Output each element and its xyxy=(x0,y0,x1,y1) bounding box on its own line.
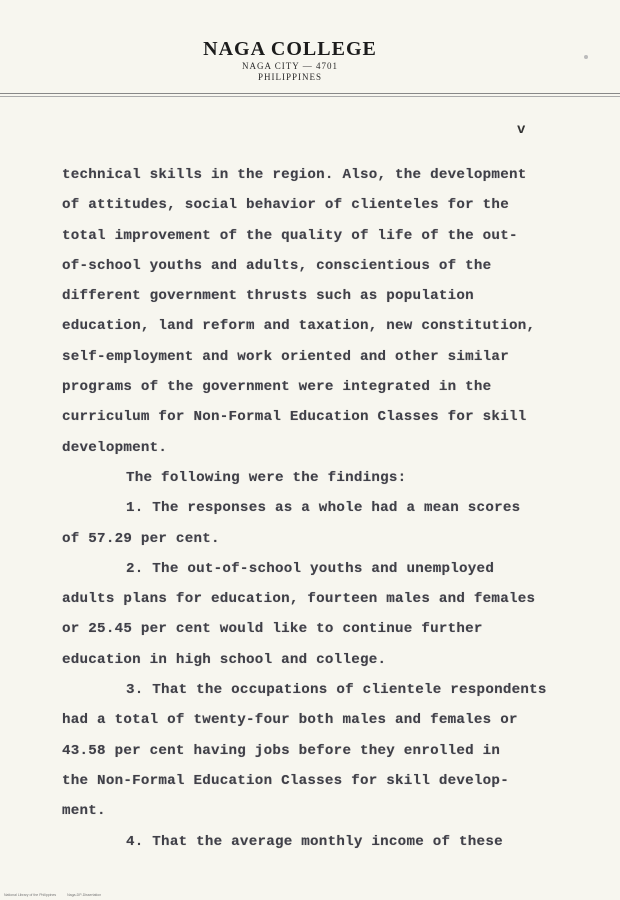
text-line: different government thrusts such as population xyxy=(62,288,474,305)
text-line: self-employment and work oriented and other similar xyxy=(62,348,509,365)
college-city: NAGA CITY — 4701 xyxy=(242,61,338,71)
text-line: 1. The responses as a whole had a mean scores xyxy=(126,500,521,517)
letterhead-rule-top xyxy=(0,93,620,94)
text-line: 2. The out-of-school youths and unemployed xyxy=(126,560,495,577)
letterhead-rule-bottom xyxy=(0,96,620,97)
footer-left: National Library of the Philippines xyxy=(4,893,57,897)
text-line: education in high school and college. xyxy=(62,651,387,668)
text-line: 3. That the occupations of clientele respondents xyxy=(126,682,547,699)
text-line: 4. That the average monthly income of these xyxy=(126,833,503,850)
footer xyxy=(4,893,111,897)
text-line: technical skills in the region. Also, the development xyxy=(62,167,527,183)
text-line: total improvement of the quality of life of the out- xyxy=(62,227,518,244)
text-line: 43.58 per cent having jobs before they enrolled in xyxy=(62,742,501,759)
body-text xyxy=(62,160,582,857)
paper-mark xyxy=(584,55,588,59)
text-line: the Non-Formal Education Classes for skill develop- xyxy=(62,772,509,789)
text-line: programs of the government were integrated in the xyxy=(62,379,492,396)
text-line: The following were the findings: xyxy=(126,469,407,486)
text-line: education, land reform and taxation, new constitution, xyxy=(62,318,536,335)
footer-right: Naga-DP-Dissertation xyxy=(67,893,102,897)
text-line: adults plans for education, fourteen males and females xyxy=(62,591,536,608)
text-line: ment. xyxy=(62,803,106,820)
text-line: curriculum for Non-Formal Education Classes for skill xyxy=(62,409,527,426)
text-line: of-school youths and adults, conscientious of the xyxy=(62,257,492,274)
page-number: v xyxy=(517,122,526,138)
college-country: PHILIPPINES xyxy=(257,72,322,82)
text-line: or 25.45 per cent would like to continue further xyxy=(62,621,483,638)
text-line: development. xyxy=(62,439,168,456)
college-name: NAGA COLLEGE xyxy=(203,38,377,60)
letterhead xyxy=(0,38,580,83)
text-line: had a total of twenty-four both males and females or xyxy=(62,712,518,729)
text-line: of 57.29 per cent. xyxy=(62,530,220,547)
text-line: of attitudes, social behavior of clienteles for the xyxy=(62,197,509,214)
